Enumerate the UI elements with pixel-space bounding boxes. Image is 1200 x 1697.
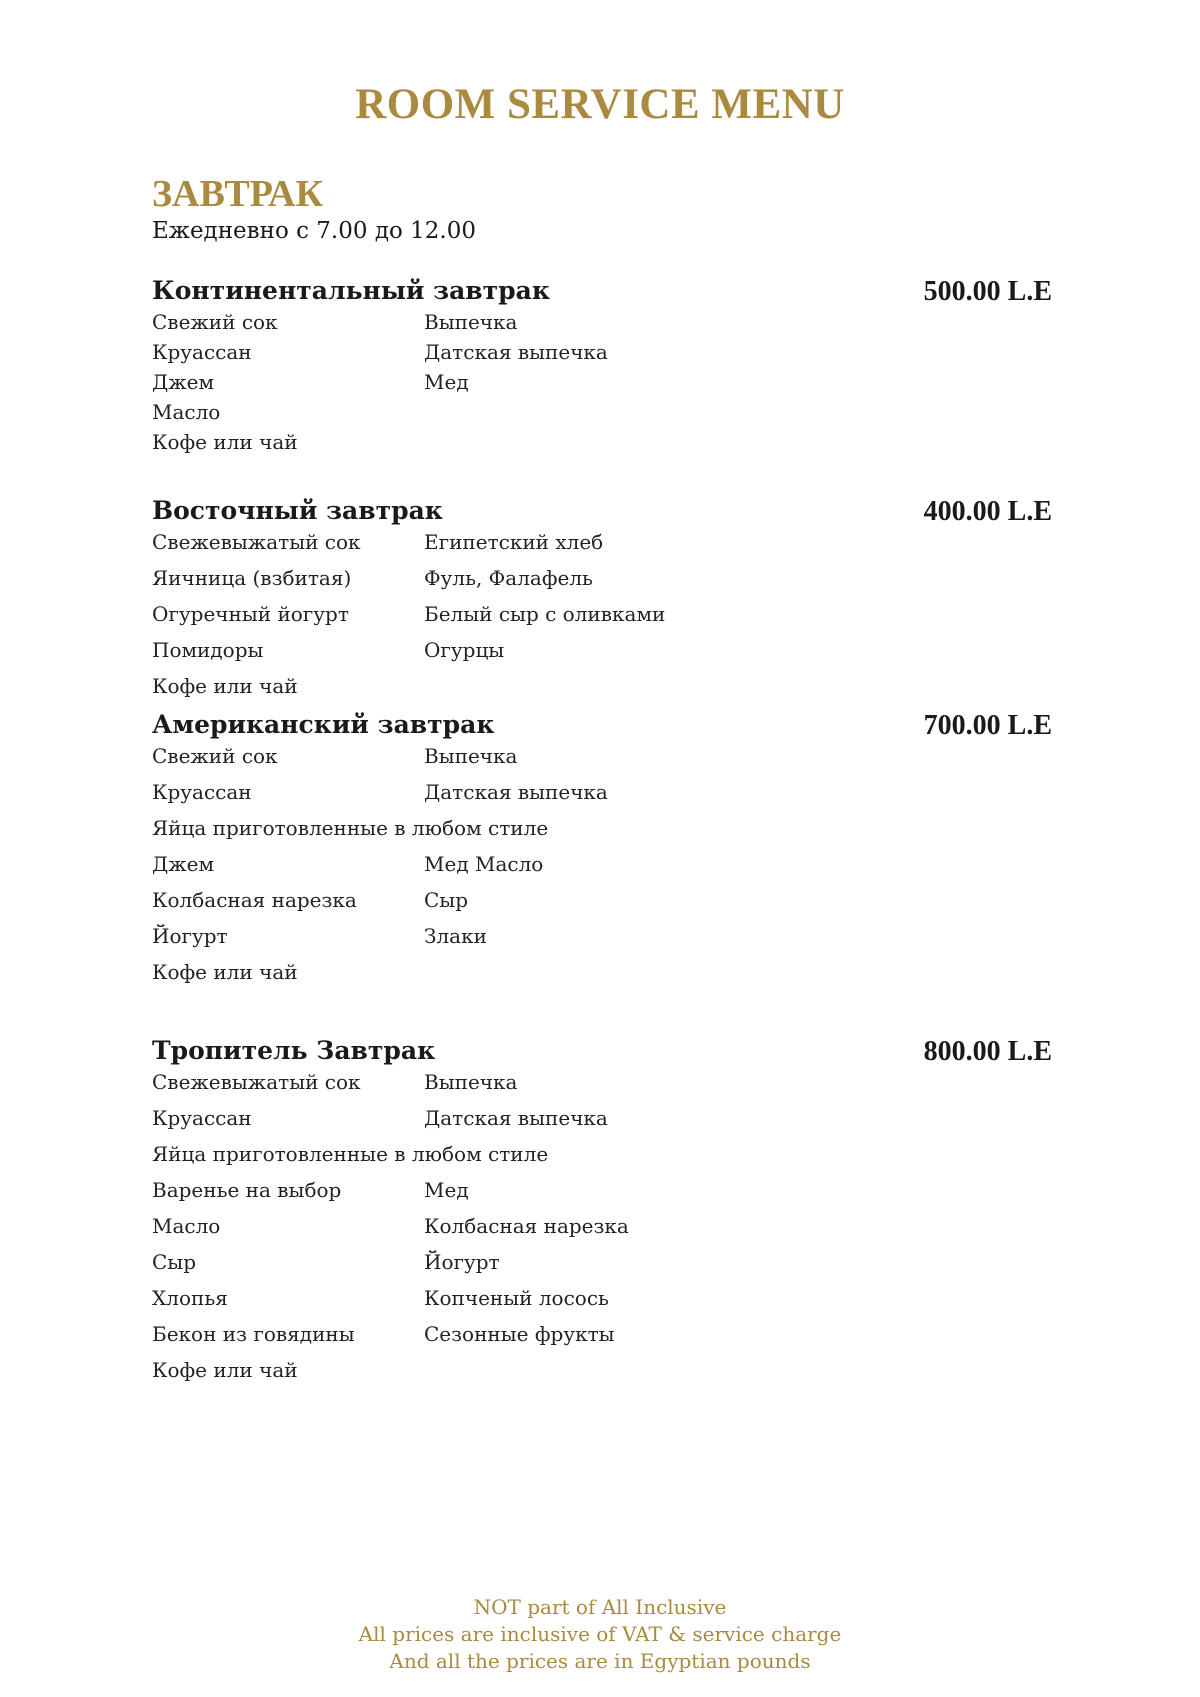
menu-component: Злаки	[424, 924, 487, 948]
menu-component: Мед	[424, 370, 469, 394]
section-title: ЗАВТРАК	[152, 173, 324, 215]
item-name: Континентальный завтрак	[152, 276, 550, 305]
menu-component: Варенье на выбор	[152, 1178, 342, 1202]
list-item	[152, 602, 1052, 638]
menu-component: Йогурт	[152, 924, 228, 948]
item-price: 400.00 L.E	[923, 496, 1052, 527]
menu-component: Выпечка	[424, 310, 518, 334]
menu-component: Фуль, Фалафель	[424, 566, 593, 590]
list-item	[152, 638, 1052, 674]
menu-component: Джем	[152, 370, 215, 394]
list-item	[152, 1322, 1052, 1358]
menu-component: Датская выпечка	[424, 340, 608, 364]
menu-component: Выпечка	[424, 744, 518, 768]
list-item	[152, 1358, 1052, 1394]
list-item	[152, 744, 1052, 780]
list-item	[152, 924, 1052, 960]
item-name: Тропитель Завтрак	[152, 1036, 436, 1065]
list-item	[152, 1106, 1052, 1142]
menu-component: Джем	[152, 852, 215, 876]
menu-component: Мед Масло	[424, 852, 544, 876]
list-item	[152, 1142, 1052, 1178]
menu-component: Египетский хлеб	[424, 530, 604, 554]
menu-component: Сыр	[152, 1250, 197, 1274]
list-item	[152, 370, 1052, 400]
menu-component: Свежий сок	[152, 310, 278, 334]
menu-item-american	[152, 710, 1052, 996]
menu-component: Йогурт	[424, 1250, 500, 1274]
menu-component: Масло	[152, 400, 221, 424]
footer-line: And all the prices are in Egyptian pounds	[389, 1649, 811, 1673]
list-item	[152, 430, 1052, 460]
list-item	[152, 852, 1052, 888]
menu-component: Огуречный йогурт	[152, 602, 349, 626]
list-item	[152, 310, 1052, 340]
menu-component: Сыр	[424, 888, 469, 912]
menu-component: Мед	[424, 1178, 469, 1202]
menu-component: Масло	[152, 1214, 221, 1238]
menu-component: Круассан	[152, 1106, 252, 1130]
list-item	[152, 1250, 1052, 1286]
menu-component: Хлопья	[152, 1286, 228, 1310]
list-item	[152, 1178, 1052, 1214]
menu-component: Огурцы	[424, 638, 505, 662]
menu-component: Свежевыжатый сок	[152, 1070, 361, 1094]
menu-component: Выпечка	[424, 1070, 518, 1094]
menu-component: Кофе или чай	[152, 960, 298, 984]
menu-component: Бекон из говядины	[152, 1322, 355, 1346]
menu-component: Сезонные фрукты	[424, 1322, 615, 1346]
footer-line: All prices are inclusive of VAT & service charge	[358, 1622, 842, 1646]
list-item	[152, 566, 1052, 602]
list-item	[152, 1286, 1052, 1322]
menu-component: Круассан	[152, 340, 252, 364]
menu-component: Кофе или чай	[152, 1358, 298, 1382]
menu-component: Яйца приготовленные в любом стиле	[152, 816, 549, 840]
list-item	[152, 960, 1052, 996]
menu-component: Яйца приготовленные в любом стиле	[152, 1142, 549, 1166]
menu-component: Колбасная нарезка	[424, 1214, 629, 1238]
menu-component: Белый сыр с оливками	[424, 602, 666, 626]
menu-component: Свежевыжатый сок	[152, 530, 361, 554]
footer-notes	[0, 1594, 1200, 1675]
page-title: ROOM SERVICE MENU	[355, 81, 845, 128]
list-item	[152, 780, 1052, 816]
menu-component: Круассан	[152, 780, 252, 804]
list-item	[152, 1214, 1052, 1250]
menu-component: Кофе или чай	[152, 430, 298, 454]
menu-component: Яичница (взбитая)	[152, 566, 352, 590]
list-item	[152, 674, 1052, 710]
menu-component: Датская выпечка	[424, 1106, 608, 1130]
item-price: 500.00 L.E	[923, 276, 1052, 307]
menu-component: Датская выпечка	[424, 780, 608, 804]
list-item	[152, 400, 1052, 430]
item-name: Американский завтрак	[152, 710, 495, 739]
section-hours: Ежедневно с 7.00 до 12.00	[152, 218, 476, 244]
menu-component: Помидоры	[152, 638, 264, 662]
list-item	[152, 888, 1052, 924]
item-price: 700.00 L.E	[923, 710, 1052, 741]
menu-item-continental	[152, 276, 1052, 460]
list-item	[152, 816, 1052, 852]
menu-component: Колбасная нарезка	[152, 888, 357, 912]
item-price: 800.00 L.E	[923, 1036, 1052, 1067]
list-item	[152, 530, 1052, 566]
footer-line: NOT part of All Inclusive	[473, 1595, 727, 1619]
list-item	[152, 340, 1052, 370]
menu-component: Копченый лосось	[424, 1286, 609, 1310]
list-item	[152, 1070, 1052, 1106]
item-name: Восточный завтрак	[152, 496, 443, 525]
menu-item-oriental	[152, 496, 1052, 710]
menu-component: Кофе или чай	[152, 674, 298, 698]
menu-component: Свежий сок	[152, 744, 278, 768]
menu-item-traveler	[152, 1036, 1052, 1394]
